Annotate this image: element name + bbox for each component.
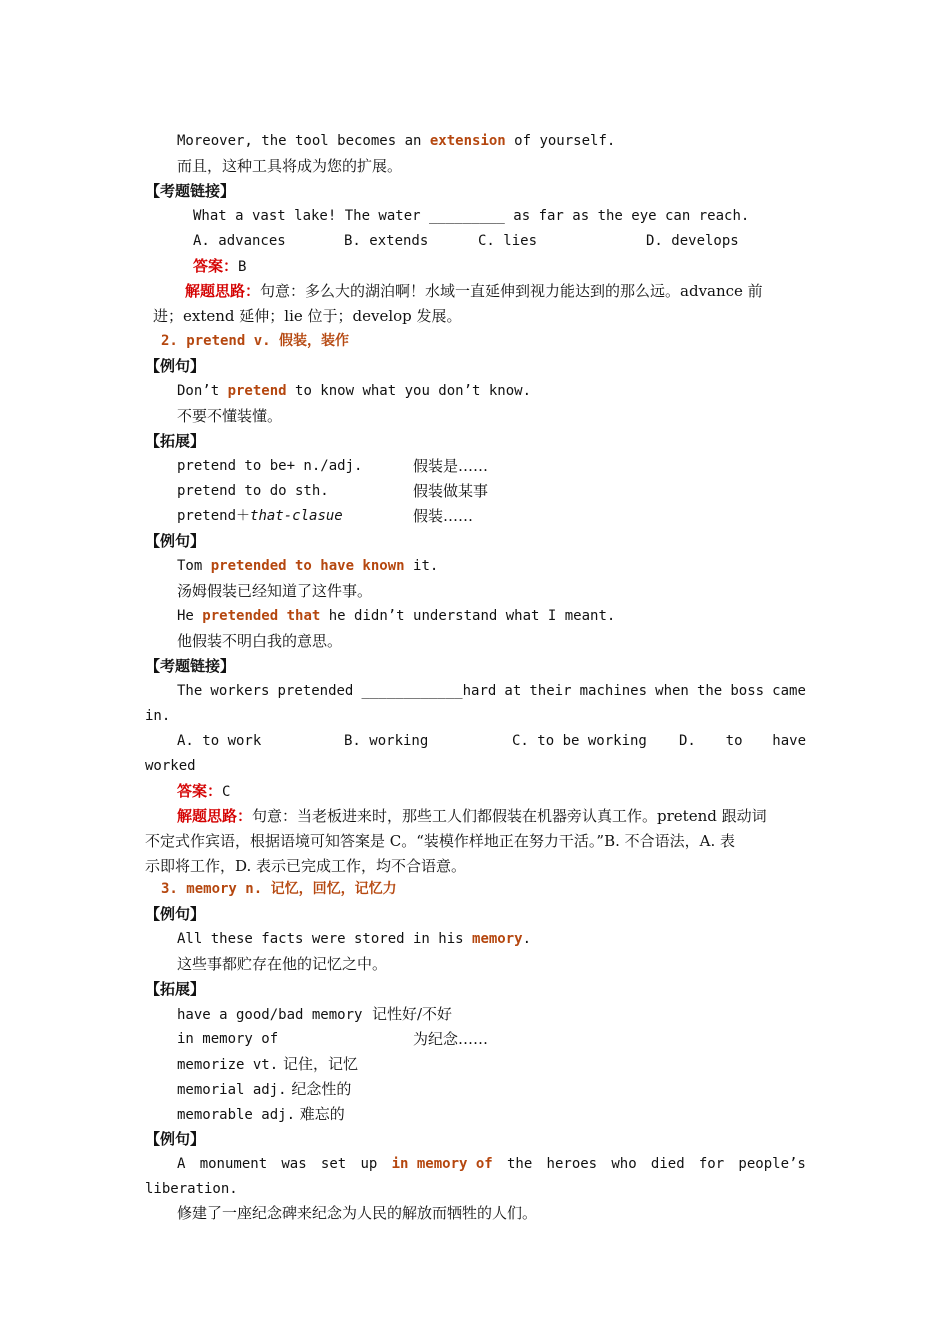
word: The [177,683,203,699]
option-c: C. to be working [512,733,647,749]
word: A [177,1156,186,1172]
example-translation: 修建了一座纪念碑来纪念为人民的解放而牺牲的人们。 [177,1204,538,1222]
extension-meaning: 假装…… [413,507,474,525]
word: heroes [546,1156,598,1172]
explanation-line-2: 不定式作宾语，根据语境可知答案是 C。“装模作样地正在努力干活。”B. 不合语法，A. 表 [145,832,736,850]
example-translation: 汤姆假装已经知道了这件事。 [177,582,373,600]
explanation-text: 句意：当老板进来时，那些工人们都假装在机器旁认真工作。pretend 跟动词 [252,807,767,825]
extension-phrase: have a good/bad memory [177,1007,363,1023]
highlight-word: pretended that [202,608,321,624]
word: set [320,1156,347,1172]
section-tag-example: 【例句】 [145,357,206,375]
section-tag-extension: 【拓展】 [145,432,206,450]
word: machines [579,683,648,699]
answer-value: C [222,784,231,800]
example-sentence-he [177,606,615,626]
option-a: A. to work [177,733,262,749]
option-a: A. advances [193,233,286,249]
exam-question-line-1 [177,681,806,701]
highlight-word: in memory of [391,1156,493,1172]
blank-word: ____________hard [361,683,497,699]
example-sentence-pretend [177,381,531,401]
word: people’s [738,1156,806,1172]
explanation-text: 句意：多么大的湖泊啊！水域一直延伸到视力能达到的那么远。advance 前 [260,282,763,300]
extension-item [177,1054,358,1075]
example-translation: 这些事都贮存在他的记忆之中。 [177,955,388,973]
word: the [696,683,723,699]
explanation-line-3: 示即将工作，D. 表示已完成工作，均不合语意。 [145,857,467,875]
option-d: D. develops [646,233,739,249]
word: monument [199,1156,268,1172]
extension-meaning: 为纪念…… [413,1030,489,1048]
example-sentence-extension [177,131,615,151]
section-tag-example: 【例句】 [145,905,206,923]
answer-label: 答案： [177,782,223,800]
option-c: C. lies [478,233,538,249]
word: to [725,733,743,749]
example-translation: 他假装不明白我的意思。 [177,632,343,650]
sentence-text: Don’t [177,383,228,399]
answer-line [177,781,230,802]
extension-meaning: 纪念性的 [291,1080,352,1098]
word: the [506,1156,533,1172]
explanation-line-1 [177,806,767,826]
extension-item [177,1104,345,1125]
explanation-line-1 [185,281,763,301]
word: pretended [277,683,354,699]
sentence-text: . [522,931,532,947]
heading-pretend: 2. pretend v. 假装，装作 [161,333,350,349]
highlight-word: pretend [227,383,287,399]
answer-label: 答案： [193,257,239,275]
answer-line [193,256,246,277]
word: their [529,683,572,699]
extension-phrase: memorial adj. [177,1082,287,1098]
extension-phrase: in memory of [177,1031,279,1047]
example-sentence-continued: liberation. [145,1181,238,1197]
word: workers [210,683,270,699]
extension-item [177,1004,452,1025]
word: for [698,1156,725,1172]
word: died [650,1156,685,1172]
word: have [772,733,806,749]
option-b: B. extends [344,233,429,249]
explanation-label: 解题思路： [177,807,253,825]
phrase-text: pretend＋ [177,508,251,524]
extension-phrase: pretend to be+ n./adj. [177,458,363,474]
extension-meaning: 假装做某事 [413,482,489,500]
sentence-text: Tom [177,558,211,574]
word: came [772,683,806,699]
phrase-italic: that-clasue [250,508,343,524]
extension-meaning: 难忘的 [299,1105,345,1123]
extension-phrase [177,506,343,526]
exam-question: What a vast lake! The water _________ as far as the eye can reach. [193,208,750,224]
word: who [611,1156,637,1172]
extension-meaning: 假装是…… [413,457,489,475]
word: D. [679,733,696,749]
sentence-text: it. [404,558,439,574]
answer-value: B [238,259,247,275]
highlight-word: memory [472,931,523,947]
word: up [360,1156,378,1172]
word: at [504,683,522,699]
example-translation: 不要不懂装懂。 [177,407,283,425]
sentence-text: All these facts were stored in his [177,931,473,947]
word: boss [730,683,765,699]
word: when [655,683,689,699]
extension-item [177,1079,351,1100]
explanation-line-2: 进；extend 延伸；lie 位于；develop 发展。 [153,307,462,325]
section-tag-example: 【例句】 [145,532,206,550]
option-b: B. working [344,733,429,749]
extension-phrase: memorize vt. [177,1057,279,1073]
sentence-text: of yourself. [505,133,616,149]
sentence-text: He [177,608,203,624]
extension-meaning: 记住，记忆 [282,1055,358,1073]
highlight-word: pretended to have known [210,558,405,574]
section-tag-extension: 【拓展】 [145,980,206,998]
explanation-label: 解题思路： [185,282,261,300]
example-sentence-memory [177,929,531,949]
section-tag-exam-link: 【考题链接】 [145,182,236,200]
option-d-continued: worked [145,758,196,774]
example-sentence-tom [177,556,438,576]
highlight-word: extension [429,133,506,149]
sentence-text: he didn’t understand what I meant. [320,608,616,624]
option-d [679,731,806,751]
example-translation: 而且，这种工具将成为您的扩展。 [177,157,403,175]
extension-meaning: 记性好/不好 [371,1005,453,1023]
section-tag-exam-link: 【考题链接】 [145,657,236,675]
extension-phrase: pretend to do sth. [177,483,329,499]
example-sentence-monument [177,1154,806,1174]
sentence-text: Moreover, the tool becomes an [177,133,430,149]
section-tag-example: 【例句】 [145,1130,206,1148]
word: was [281,1156,307,1172]
heading-memory: 3. memory n. 记忆，回忆，记忆力 [161,881,397,897]
extension-phrase: memorable adj. [177,1107,296,1123]
sentence-text: to know what you don’t know. [286,383,532,399]
exam-question-line-2: in. [145,708,171,724]
